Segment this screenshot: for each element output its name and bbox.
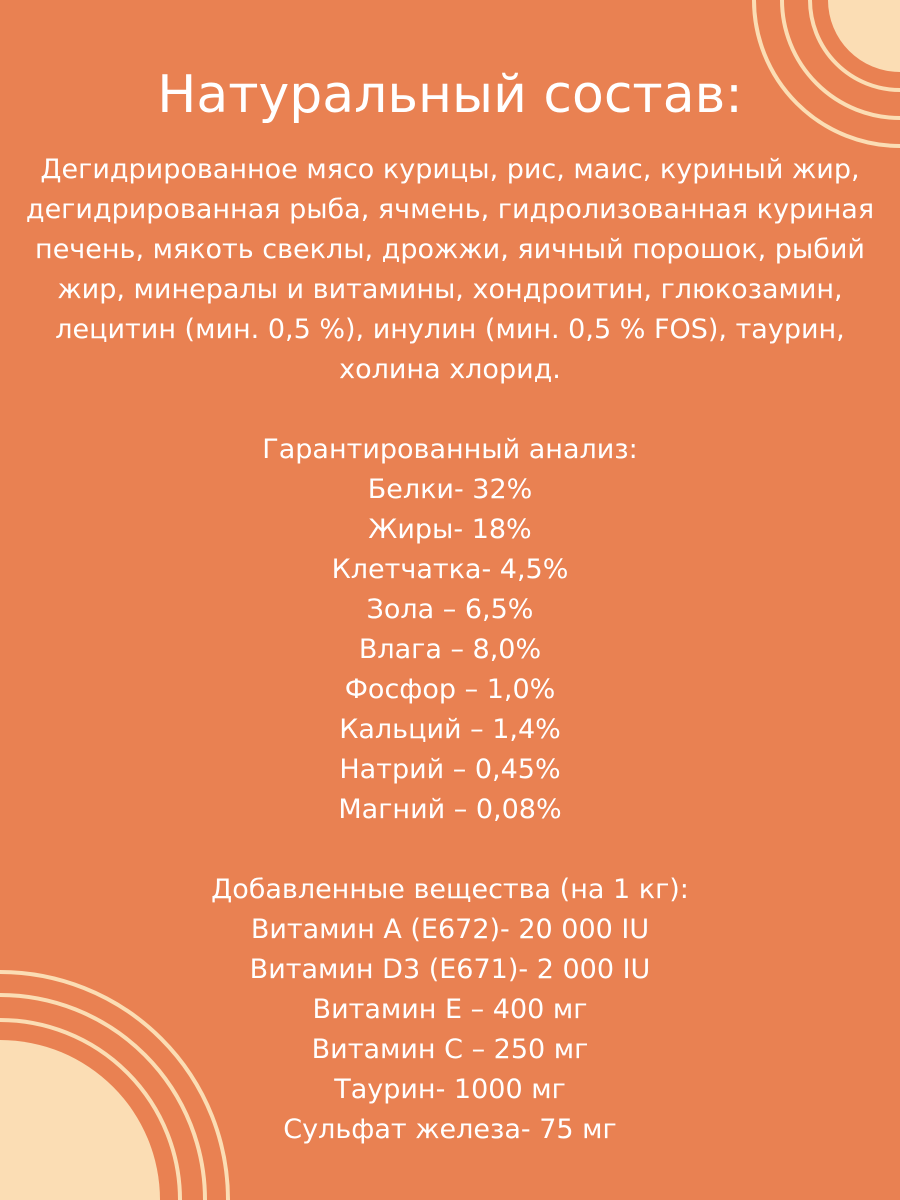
additive-item: Таурин- 1000 мг bbox=[334, 1074, 566, 1105]
analysis-item: Натрий – 0,45% bbox=[339, 754, 561, 785]
composition-text: Дегидрированное мясо курицы, рис, маис, куриный жир, дегидрированная рыба, ячмень, гидролизованная куриная печень, мякоть свеклы, дрожжи, яичный порошок, рыбий жир, минералы и витамины, хондроитин, глюкозамин, лецитин (мин. 0,5 %), инулин (мин. 0,5 % FOS), таурин, холина хлорид. bbox=[25, 154, 875, 385]
analysis-item: Кальций – 1,4% bbox=[339, 714, 561, 745]
additives-heading: Добавленные вещества (на 1 кг): bbox=[211, 874, 689, 905]
additive-item: Сульфат железа- 75 мг bbox=[283, 1114, 617, 1145]
additive-item: Витамин С – 250 мг bbox=[311, 1034, 589, 1065]
additive-item: Витамин D3 (Е671)- 2 000 IU bbox=[249, 954, 651, 985]
additives-list bbox=[0, 870, 900, 1150]
analysis-item: Влага – 8,0% bbox=[358, 634, 542, 665]
analysis-item: Клетчатка- 4,5% bbox=[331, 554, 569, 585]
analysis-item: Зола – 6,5% bbox=[366, 594, 534, 625]
additive-item: Витамин А (Е672)- 20 000 IU bbox=[250, 914, 650, 945]
analysis-item: Магний – 0,08% bbox=[338, 794, 562, 825]
analysis-heading: Гарантированный анализ: bbox=[262, 434, 638, 465]
guaranteed-analysis-list bbox=[0, 430, 900, 830]
additive-item: Витамин Е – 400 мг bbox=[312, 994, 588, 1025]
page-title: Натуральный состав: bbox=[157, 65, 743, 125]
analysis-item: Фосфор – 1,0% bbox=[344, 674, 556, 705]
analysis-item: Белки- 32% bbox=[367, 474, 533, 505]
analysis-item: Жиры- 18% bbox=[368, 514, 532, 545]
